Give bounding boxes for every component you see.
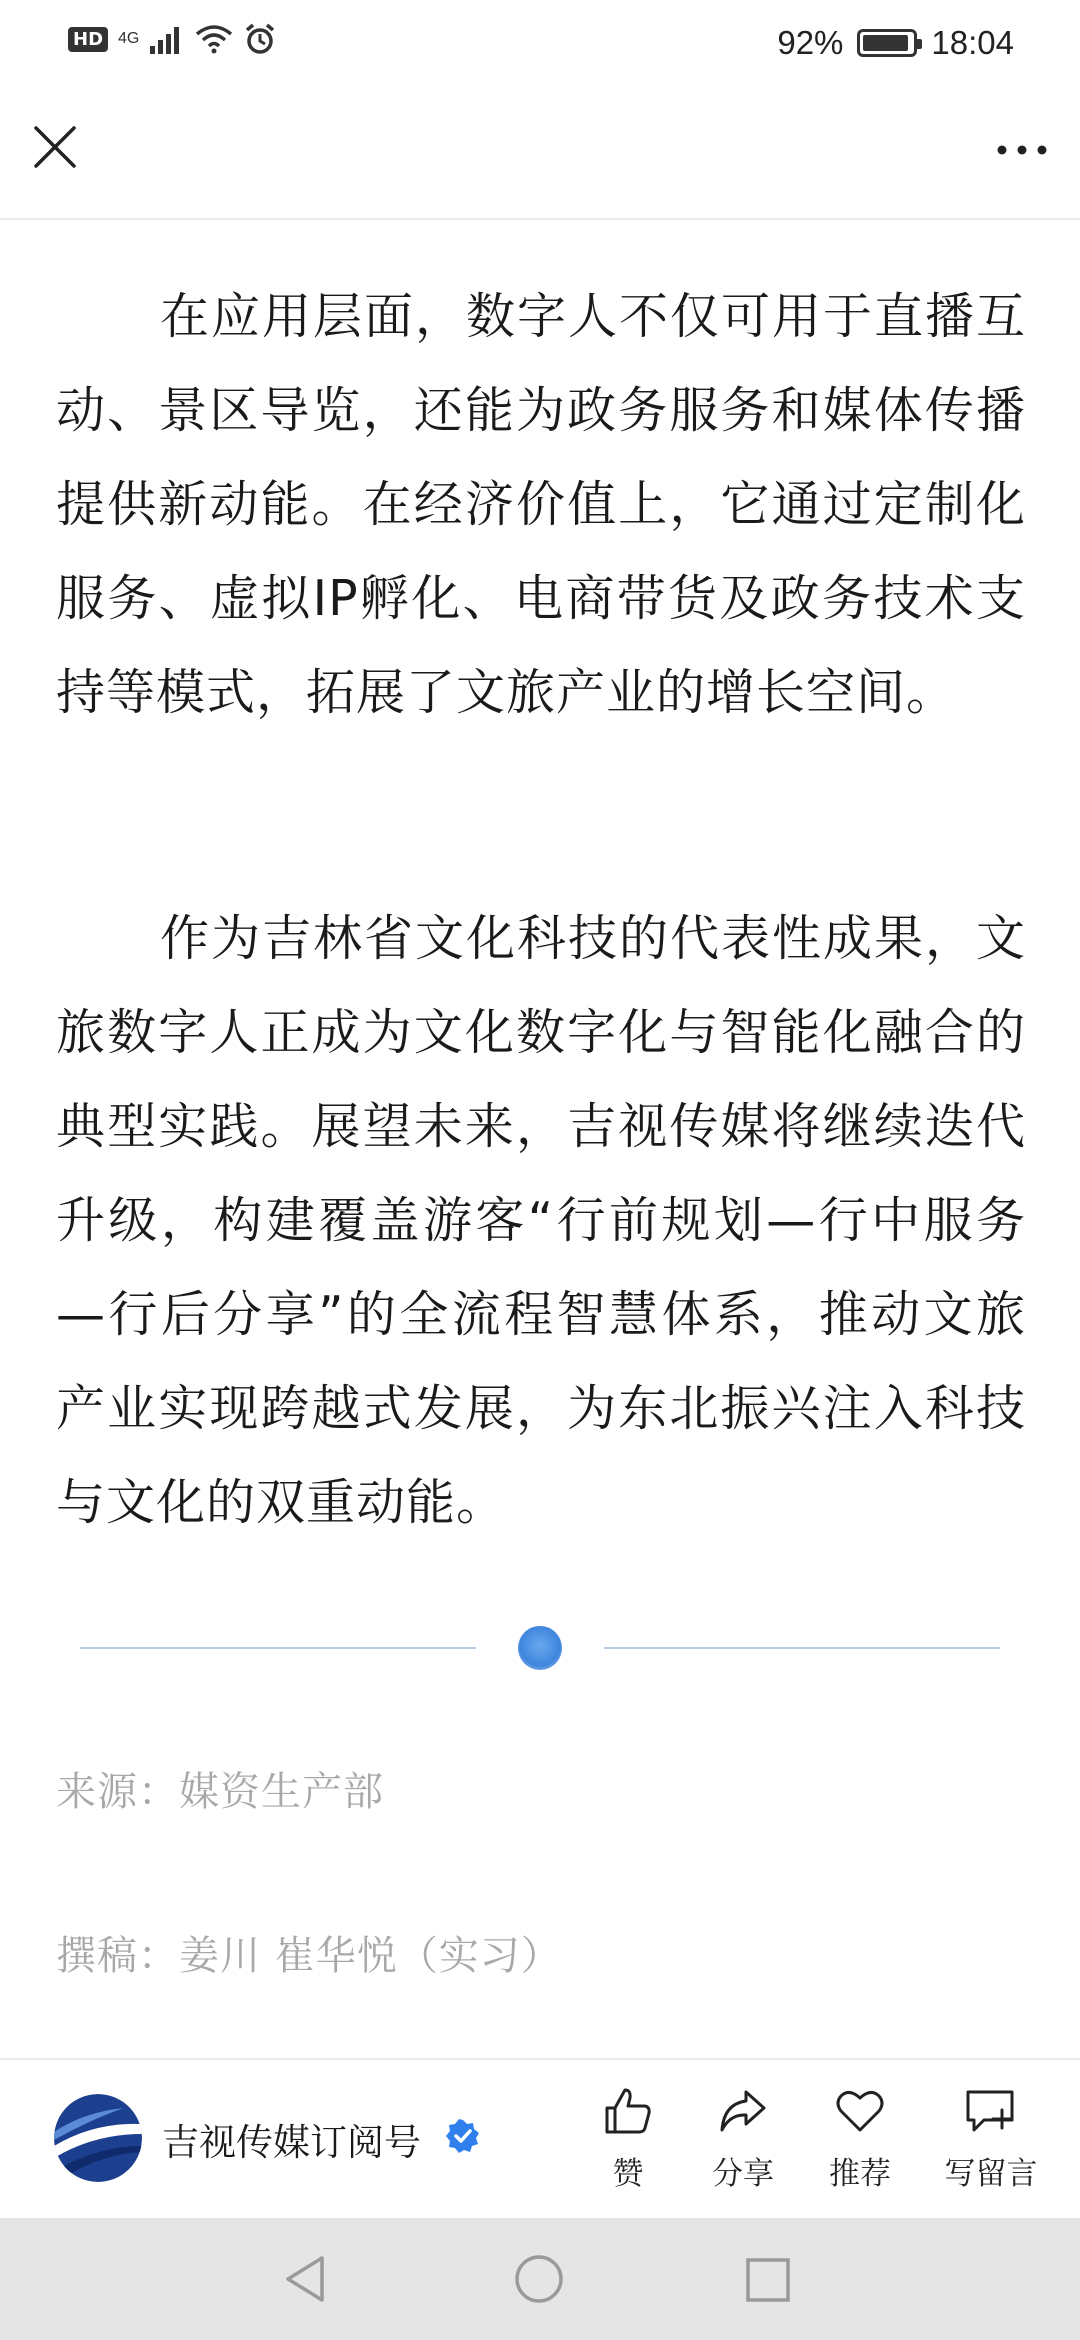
more-icon[interactable] [992,130,1052,170]
signal-icon [149,24,185,54]
clock: 18:04 [931,24,1014,61]
like-label: 赞 [612,2156,644,2192]
share-button[interactable] [693,2084,793,2193]
wifi-icon [195,24,233,54]
hd-icon: HD [68,27,108,52]
article-source: 来源：媒资生产部 [56,1769,384,1815]
like-button[interactable] [578,2084,678,2193]
top-bar [0,90,1080,220]
article-author: 撰稿：姜川 崔华悦（实习） [56,1933,562,1979]
heart-icon [833,2084,887,2138]
thumbs-up-icon [601,2084,655,2138]
alarm-icon [243,22,277,56]
battery-icon [857,29,917,57]
share-label: 分享 [712,2156,774,2192]
comment-button[interactable] [926,2084,1056,2193]
divider-dot-icon [518,1626,562,1670]
comment-add-icon [962,2084,1020,2138]
comment-label: 写留言 [944,2156,1038,2192]
recommend-label: 推荐 [829,2156,891,2192]
article-paragraph: 作为吉林省文化科技的代表性成果，文旅数字人正成为文化数字化与智能化融合的典型实践。展望未来，吉视传媒将继续迭代升级，构建覆盖游客“行前规划—行中服务—行后分享”的全流程智慧体系，推动文旅产业实现跨越式发展，为东北振兴注入科技与文化的双重动能。 [56,910,1026,1531]
status-icons-left [68,22,277,56]
divider-line [80,1647,476,1649]
back-icon[interactable] [280,2252,330,2306]
share-icon [716,2084,770,2138]
battery-percent: 92% [777,24,844,61]
verified-icon [445,2118,481,2154]
status-icons-right [777,24,1014,62]
section-divider [0,1628,1080,1668]
account-avatar[interactable] [54,2094,142,2182]
network-type: 4G [118,30,140,47]
close-icon[interactable] [30,122,80,172]
bottom-bar [0,2058,1080,2218]
divider-line [604,1647,1000,1649]
account-name[interactable]: 吉视传媒订阅号 [162,2121,421,2164]
recommend-button[interactable] [810,2084,910,2193]
home-icon[interactable] [512,2252,566,2306]
recent-apps-icon[interactable] [744,2256,792,2304]
system-nav-bar [0,2218,1080,2340]
article-paragraph: 在应用层面，数字人不仅可用于直播互动、景区导览，还能为政务服务和媒体传播提供新动能。在经济价值上，它通过定制化服务、虚拟IP孵化、电商带货及政务技术支持等模式，拓展了文旅产业的增长空间。 [56,288,1027,721]
status-bar [0,0,1080,90]
